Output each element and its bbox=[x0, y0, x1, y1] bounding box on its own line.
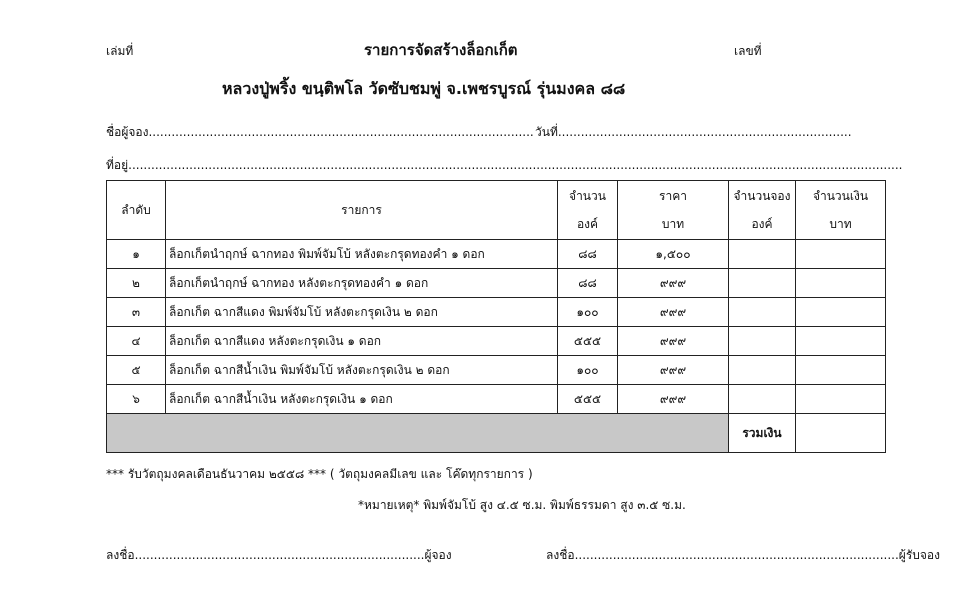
total-shaded-area bbox=[107, 414, 729, 453]
header-item: รายการ bbox=[166, 181, 558, 240]
date-field-line: วันที่............................................................................. bbox=[535, 125, 852, 139]
row-qty: ๑๐๐ bbox=[558, 356, 618, 385]
row-amount-cell[interactable] bbox=[796, 385, 886, 414]
row-no: ๑ bbox=[107, 240, 166, 269]
row-order-cell[interactable] bbox=[729, 356, 796, 385]
row-price: ๙๙๙ bbox=[618, 356, 729, 385]
total-row bbox=[107, 414, 886, 453]
row-no: ๕ bbox=[107, 356, 166, 385]
row-amount-cell[interactable] bbox=[796, 327, 886, 356]
row-amount-cell[interactable] bbox=[796, 356, 886, 385]
name-field-line: ชื่อผู้จอง..................................................................................................... bbox=[106, 125, 534, 139]
row-qty: ๕๕๕ bbox=[558, 385, 618, 414]
total-label: รวมเงิน bbox=[729, 414, 796, 453]
row-item: ล็อกเก็ต ฉากสีแดง หลังตะกรุดเงิน ๑ ดอก bbox=[166, 327, 558, 356]
row-qty: ๘๘ bbox=[558, 269, 618, 298]
header-amount: จำนวนเงิน บาท bbox=[796, 181, 886, 240]
table-row bbox=[107, 327, 886, 356]
row-item: ล็อกเก็ต ฉากสีน้ำเงิน พิมพ์จัมโบ้ หลังตะกรุดเงิน ๒ ดอก bbox=[166, 356, 558, 385]
row-item: ล็อกเก็ตนำฤกษ์ ฉากทอง พิมพ์จัมโบ้ หลังตะกรุดทองคำ ๑ ดอก bbox=[166, 240, 558, 269]
row-amount-cell[interactable] bbox=[796, 298, 886, 327]
order-table bbox=[106, 180, 886, 453]
header-order: จำนวนจอง องค์ bbox=[729, 181, 796, 240]
table-row bbox=[107, 385, 886, 414]
document-title: รายการจัดสร้างล็อกเก็ต bbox=[364, 41, 518, 59]
row-order-cell[interactable] bbox=[729, 298, 796, 327]
row-order-cell[interactable] bbox=[729, 269, 796, 298]
row-price: ๙๙๙ bbox=[618, 385, 729, 414]
row-order-cell[interactable] bbox=[729, 240, 796, 269]
table-row bbox=[107, 356, 886, 385]
row-order-cell[interactable] bbox=[729, 385, 796, 414]
table-row bbox=[107, 269, 886, 298]
address-field-line: ที่อยู่........................................................................................................................................................................................................... bbox=[106, 158, 903, 172]
row-price: ๑,๕๐๐ bbox=[618, 240, 729, 269]
row-order-cell[interactable] bbox=[729, 327, 796, 356]
reserver-signature-line: ลงชื่อ............................................................................ผู้จอง bbox=[106, 548, 452, 562]
row-price: ๙๙๙ bbox=[618, 298, 729, 327]
row-item: ล็อกเก็ต ฉากสีแดง พิมพ์จัมโบ้ หลังตะกรุดเงิน ๒ ดอก bbox=[166, 298, 558, 327]
table-row bbox=[107, 298, 886, 327]
row-no: ๖ bbox=[107, 385, 166, 414]
row-price: ๙๙๙ bbox=[618, 269, 729, 298]
row-no: ๔ bbox=[107, 327, 166, 356]
table-header-row bbox=[107, 181, 886, 240]
row-amount-cell[interactable] bbox=[796, 269, 886, 298]
header-qty: จำนวน องค์ bbox=[558, 181, 618, 240]
header-no: ลำดับ bbox=[107, 181, 166, 240]
receiver-signature-line: ลงชื่อ.....................................................................................ผู้รับจอง bbox=[546, 548, 940, 562]
row-qty: ๑๐๐ bbox=[558, 298, 618, 327]
volume-label: เล่มที่ bbox=[106, 44, 134, 58]
row-price: ๙๙๙ bbox=[618, 327, 729, 356]
row-qty: ๘๘ bbox=[558, 240, 618, 269]
row-item: ล็อกเก็ตนำฤกษ์ ฉากทอง หลังตะกรุดทองคำ ๑ ดอก bbox=[166, 269, 558, 298]
document-subtitle: หลวงปู่พริ้ง ขนฺติพโล วัดซับชมพู่ จ.เพชรบูรณ์ รุ่นมงคล ๘๘ bbox=[222, 79, 626, 98]
table-row bbox=[107, 240, 886, 269]
remark-note: *หมายเหตุ* พิมพ์จัมโบ้ สูง ๔.๕ ซ.ม. พิมพ์ธรรมดา สูง ๓.๕ ซ.ม. bbox=[358, 498, 686, 512]
row-no: ๓ bbox=[107, 298, 166, 327]
receive-note: *** รับวัตถุมงคลเดือนธันวาคม ๒๕๕๘ *** ( วัตถุมงคลมีเลข และ โค๊ดทุกรายการ ) bbox=[106, 467, 533, 481]
total-amount-cell[interactable] bbox=[796, 414, 886, 453]
row-qty: ๕๕๕ bbox=[558, 327, 618, 356]
row-item: ล็อกเก็ต ฉากสีน้ำเงิน หลังตะกรุดเงิน ๑ ดอก bbox=[166, 385, 558, 414]
row-no: ๒ bbox=[107, 269, 166, 298]
header-price: ราคา บาท bbox=[618, 181, 729, 240]
number-label: เลขที่ bbox=[734, 44, 762, 58]
row-amount-cell[interactable] bbox=[796, 240, 886, 269]
